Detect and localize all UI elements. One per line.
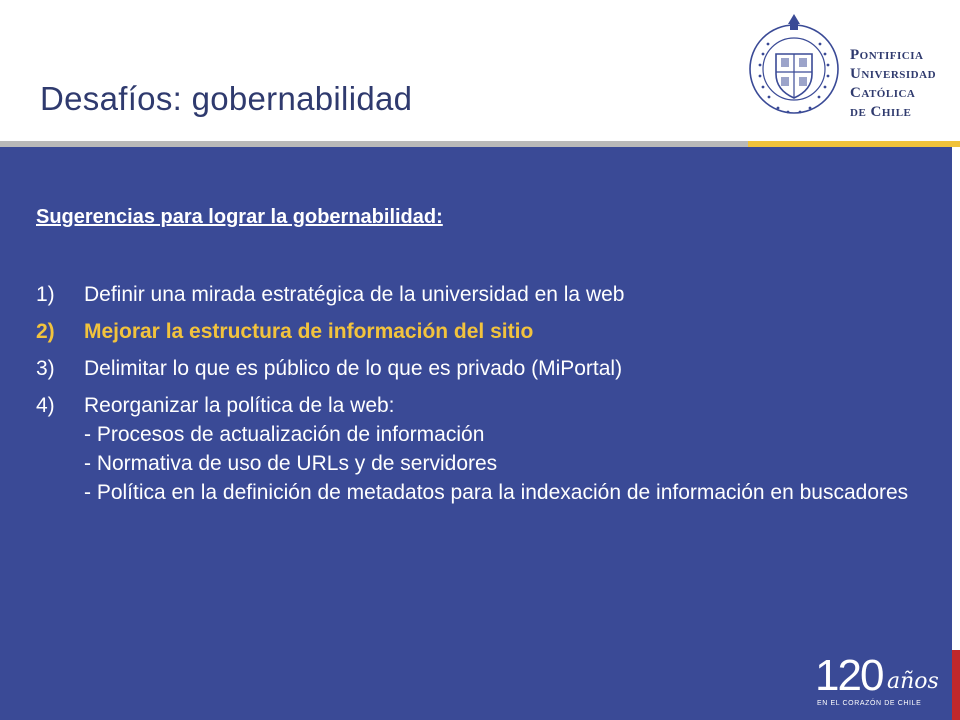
list-item-text: Reorganizar la política de la web: <box>84 394 395 417</box>
university-name <box>850 46 950 122</box>
sub-item: - Política en la definición de metadatos para la indexación de información en buscadores <box>84 481 909 504</box>
section-heading: Sugerencias para lograr la gobernabilidad: <box>36 206 443 228</box>
sub-item: - Normativa de uso de URLs y de servidores <box>84 452 498 475</box>
side-strip <box>952 147 960 650</box>
anniversary-word: años <box>887 669 939 694</box>
university-seal-icon <box>748 8 840 130</box>
list-item-number: 2) <box>36 320 55 343</box>
university-logo <box>748 8 948 130</box>
list-item-text: Definir una mirada estratégica de la universidad en la web <box>84 283 625 306</box>
list-item-text: Delimitar lo que es público de lo que es privado (MiPortal) <box>84 357 623 380</box>
list-item <box>36 280 916 309</box>
anniversary-logo <box>815 648 945 708</box>
sub-item: - Procesos de actualización de información <box>84 423 485 446</box>
slide-title: Desafíos: gobernabilidad <box>40 80 413 117</box>
university-name-line: Católica <box>850 85 916 101</box>
list-item-highlighted <box>36 317 916 346</box>
suggestion-list <box>36 280 916 515</box>
university-name-line: Pontificia <box>850 47 924 63</box>
list-item-text: Mejorar la estructura de información del sitio <box>84 320 534 343</box>
anniversary-number: 120 <box>815 651 883 700</box>
list-item <box>36 391 916 507</box>
anniversary-tagline: EN EL CORAZÓN DE CHILE <box>817 700 922 707</box>
list-item-number: 4) <box>36 394 55 417</box>
list-item <box>36 354 916 383</box>
list-item-number: 3) <box>36 357 55 380</box>
university-name-line: de Chile <box>850 104 912 120</box>
list-item-content <box>84 391 916 507</box>
list-item-number: 1) <box>36 283 55 306</box>
university-name-line: Universidad <box>850 66 937 82</box>
red-accent-strip <box>952 650 960 720</box>
